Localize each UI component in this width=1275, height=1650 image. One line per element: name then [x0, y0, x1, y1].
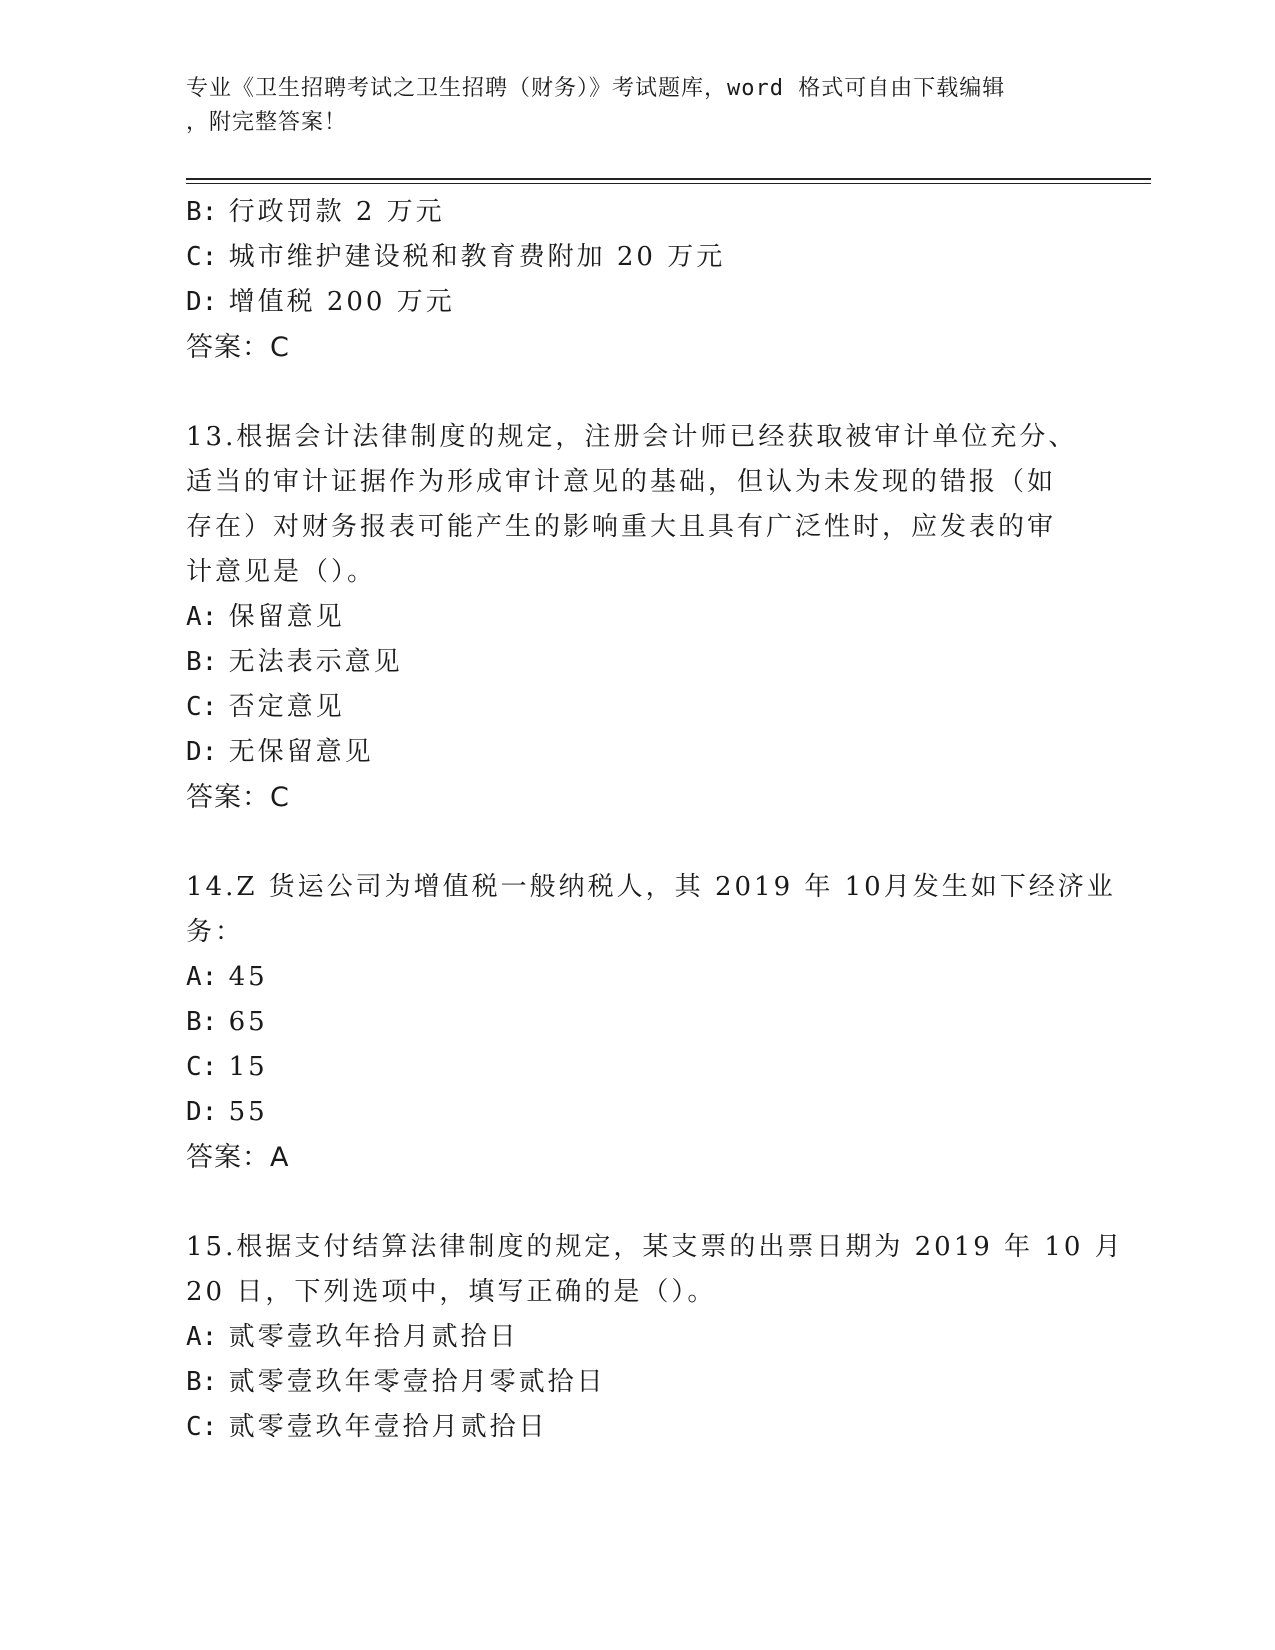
question-15: [186, 1225, 1124, 1450]
question-stem: 13.根据会计法律制度的规定，注册会计师已经获取被审计单位充分、 适当的审计证据作为形成审计意见的基础，但认为未发现的错报（如 存在）对财务报表可能产生的影响重大且具有广泛性时，应发表的审 计意见是（）。: [186, 422, 1078, 587]
question-14: [186, 865, 1116, 1180]
answer-line: 答案：C: [186, 782, 290, 813]
prev-question: [186, 190, 1086, 370]
document-header: [186, 72, 1066, 140]
header-line-2: ，附完整答案！: [186, 110, 348, 135]
question-13: [186, 415, 1086, 820]
option-b: B: 无法表示意见: [186, 647, 403, 677]
option-a: A: 45: [186, 962, 268, 992]
option-c: C: 否定意见: [186, 692, 345, 722]
option-a: A: 贰零壹玖年拾月贰拾日: [186, 1322, 519, 1352]
question-stem: 14.Z 货运公司为增值税一般纳税人，其 2019 年 10月发生如下经济业 务：: [186, 872, 1116, 947]
spacer: [186, 1180, 1086, 1225]
option-d: D: 55: [186, 1097, 268, 1127]
option-b: B: 行政罚款 2 万元: [186, 197, 445, 227]
spacer: [186, 370, 1086, 415]
question-stem: 15.根据支付结算法律制度的规定，某支票的出票日期为 2019 年 10 月 20 日，下列选项中，填写正确的是（）。: [186, 1232, 1124, 1307]
option-c: C: 城市维护建设税和教育费附加 20 万元: [186, 242, 726, 272]
header-line-1: 专业《卫生招聘考试之卫生招聘（财务）》考试题库，word 格式可自由下载编辑: [186, 76, 1006, 101]
option-d: D: 无保留意见: [186, 737, 374, 767]
option-c: C: 贰零壹玖年壹拾月贰拾日: [186, 1412, 548, 1442]
header-divider-thick: [186, 178, 1151, 180]
option-b: B: 贰零壹玖年零壹拾月零贰拾日: [186, 1367, 606, 1397]
option-b: B: 65: [186, 1007, 268, 1037]
answer-line: 答案：A: [186, 1142, 290, 1173]
spacer: [186, 820, 1086, 865]
answer-line: 答案：C: [186, 332, 290, 363]
option-c: C: 15: [186, 1052, 268, 1082]
question-content: [186, 190, 1124, 1450]
header-divider-thin: [186, 183, 1151, 184]
option-d: D: 增值税 200 万元: [186, 287, 455, 317]
option-a: A: 保留意见: [186, 602, 345, 632]
